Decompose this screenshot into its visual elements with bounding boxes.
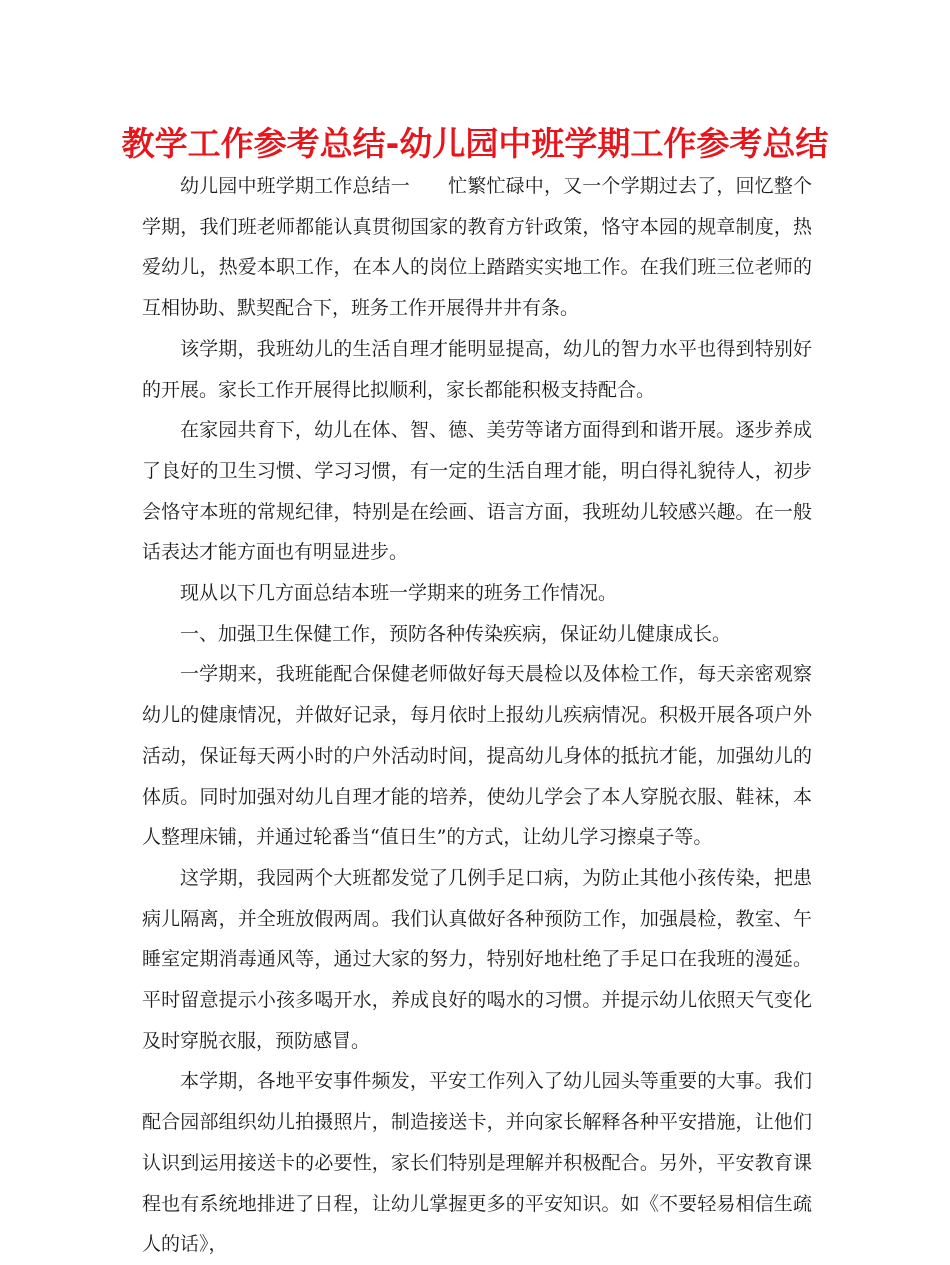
paragraph-health-care: 一学期来，我班能配合保健老师做好每天晨检以及体检工作，每天亲密观察幼儿的健康情况，并做好记录，每月依时上报幼儿疾病情况。积极开展各项户外活动，保证每天两小时的户外活动时间，提高幼儿身体的抵抗才能，加强幼儿的体质。同时加强对幼儿自理才能的培养，使幼儿学会了本人穿脱衣服、鞋袜，本人整理床铺，并通过轮番当“值日生”的方式，让幼儿学习擦桌子等。 [142, 663, 812, 849]
paragraph-self-care: 该学期，我班幼儿的生活自理才能明显提高，幼儿的智力水平也得到特别好的开展。家长工作开展得比拟顺利，家长都能积极支持配合。 [142, 337, 812, 401]
section-heading-health: 一、加强卫生保健工作，预防各种传染疾病，保证幼儿健康成长。 [180, 622, 732, 645]
document-title: 教学工作参考总结-幼儿园中班学期工作参考总结 [121, 124, 829, 163]
paragraph-safety: 本学期，各地平安事件频发，平安工作列入了幼儿园头等重要的大事。我们配合园部组织幼儿拍摄照片，制造接送卡，并向家长解释各种平安措施，让他们认识到运用接送卡的必要性，家长们特别是理解并积极配合。另外，平安教育课程也有系统地排进了日程，让幼儿掌握更多的平安知识。如《不要轻易相信生疏人的话》， [142, 1070, 812, 1256]
document-body [142, 166, 812, 1265]
paragraph-home-school: 在家园共育下，幼儿在体、智、德、美劳等诸方面得到和谐开展。逐步养成了良好的卫生习惯、学习习惯，有一定的生活自理才能，明白得礼貌待人，初步会恪守本班的常规纪律，特别是在绘画、语言方面，我班幼儿较感兴趣。在一般话表达才能方面也有明显进步。 [142, 419, 812, 564]
paragraph-intro: 幼儿园中班学期工作总结一 忙繁忙碌中，又一个学期过去了，回忆整个学期，我们班老师都能认真贯彻国家的教育方针政策，恪守本园的规章制度，热爱幼儿，热爱本职工作，在本人的岗位上踏踏实实地工作。在我们班三位老师的互相协助、默契配合下，班务工作开展得井井有条。 [142, 175, 812, 320]
paragraph-disease-prevention: 这学期，我园两个大班都发觉了几例手足口病，为防止其他小孩传染，把患病儿隔离，并全班放假两周。我们认真做好各种预防工作，加强晨检，教室、午睡室定期消毒通风等，通过大家的努力，特别好地杜绝了手足口在我班的漫延。平时留意提示小孩多喝开水，养成良好的喝水的习惯。并提示幼儿依照天气变化及时穿脱衣服，预防感冒。 [142, 866, 812, 1052]
paragraph-summary-lead: 现从以下几方面总结本班一学期来的班务工作情况。 [180, 582, 618, 605]
